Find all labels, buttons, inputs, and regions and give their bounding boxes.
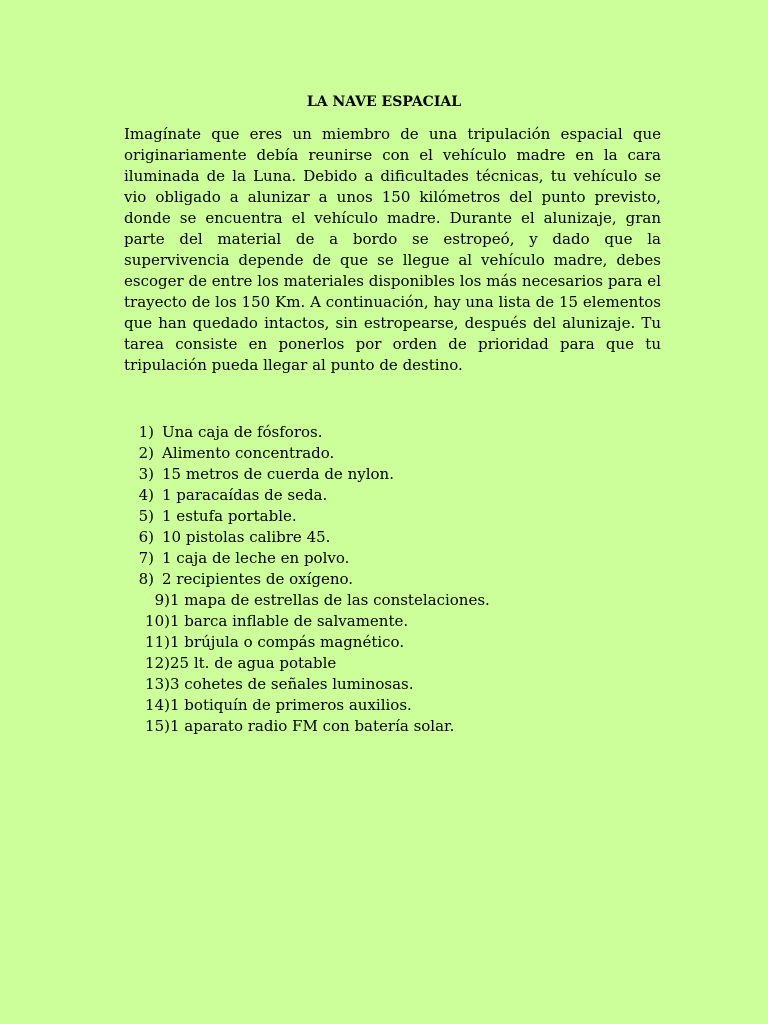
item-text: 10 pistolas calibre 45.: [162, 528, 331, 546]
item-text: 2 recipientes de oxígeno.: [162, 570, 354, 588]
item-number: 5): [138, 507, 154, 525]
item-text: Alimento concentrado.: [162, 444, 335, 462]
list-item: [124, 716, 664, 737]
item-number: 3): [138, 465, 154, 483]
item-text: 1 caja de leche en polvo.: [162, 549, 350, 567]
list-item: [124, 590, 664, 611]
item-number: 10): [145, 612, 170, 630]
item-text: 1 paracaídas de seda.: [162, 486, 328, 504]
list-item: [124, 548, 664, 569]
item-number: 8): [138, 570, 154, 588]
intro-paragraph: Imagínate que eres un miembro de una tripulación espacial que originariamente debía reunirse con el vehículo madre en la cara iluminada de la Luna. Debido a dificultades técnicas, tu vehículo se vio obligado a alunizar a unos 150 kilómetros del punto previsto, donde se encuentra el vehículo madre. Durante el alunizaje, gran parte del material de a bordo se estropeó, y dado que la supervivencia depende de que se llegue al vehículo madre, debes escoger de entre los materiales disponibles los más necesarios para el trayecto de los 150 Km. A continuación, hay una lista de 15 elementos que han quedado intactos, sin estropearse, después del alunizaje. Tu tarea consiste en ponerlos por orden de prioridad para que tu tripulación pueda llegar al punto de destino.: [124, 125, 661, 374]
list-item: [124, 506, 664, 527]
item-number: 1): [138, 423, 154, 441]
item-text: Una caja de fósforos.: [162, 423, 323, 441]
item-number: 7): [138, 549, 154, 567]
item-text: 1 mapa de estrellas de las constelaciones.: [170, 591, 490, 609]
item-text: 15 metros de cuerda de nylon.: [162, 465, 394, 483]
item-text: 1 brújula o compás magnético.: [170, 633, 405, 651]
item-text: 25 lt. de agua potable: [170, 654, 337, 672]
item-number: 2): [138, 444, 154, 462]
item-number: 6): [138, 528, 154, 546]
item-number: 14): [145, 696, 170, 714]
document-title: LA NAVE ESPACIAL: [306, 94, 462, 110]
list-item: [124, 653, 664, 674]
item-text: 1 barca inflable de salvamente.: [170, 612, 409, 630]
list-item: [124, 569, 664, 590]
list-item: [124, 422, 664, 443]
list-item: [124, 485, 664, 506]
item-text: 3 cohetes de señales luminosas.: [170, 675, 414, 693]
item-number: 4): [138, 486, 154, 504]
item-text: 1 botiquín de primeros auxilios.: [170, 696, 412, 714]
item-text: 1 aparato radio FM con batería solar.: [170, 717, 455, 735]
list-item: [124, 464, 664, 485]
item-number: 12): [145, 654, 170, 672]
items-list: [124, 422, 664, 737]
list-item: [124, 632, 664, 653]
list-item: [124, 611, 664, 632]
list-item: [124, 443, 664, 464]
item-number: 15): [145, 717, 170, 735]
list-item: [124, 695, 664, 716]
item-number: 9): [154, 591, 170, 609]
list-item: [124, 674, 664, 695]
item-number: 13): [145, 675, 170, 693]
item-text: 1 estufa portable.: [162, 507, 297, 525]
list-item: [124, 527, 664, 548]
item-number: 11): [145, 633, 170, 651]
